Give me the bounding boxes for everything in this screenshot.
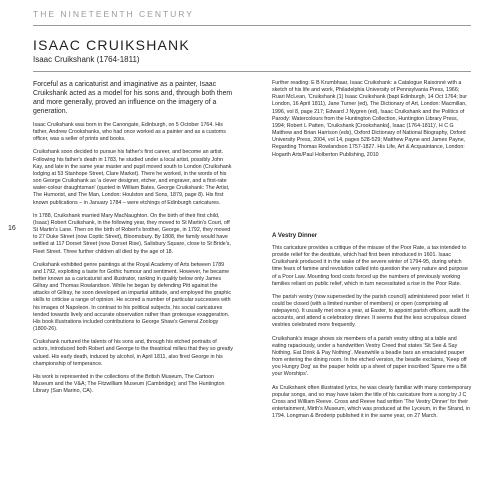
body-paragraph: As Cruikshank often illustrated lyrics, he was clearly familiar with many contemporary popular songs, and so may have taken the title of his caricature from a song by J C Cross and William Reeve. Cross and Reeve had written 'The Vestry Dinner' for their entertainment, Mirth's Museum, which was produced at the Lyceum, in the Strand, in 1794. Longman & Broderip published it in the same year, on 27 March.: [272, 384, 472, 420]
body-paragraph: The parish vestry (now superseded by the parish council) administered poor relief. It could be closed (with a limited number of members) or open (comprising all ratepayers). It usually met once a year, at Easter, to appoint parish officers, audit the accounts, and attend a celebratory dinner. It seems that the less scrupulous closed vestries celebrated more frequently.: [272, 293, 470, 329]
left-column: [33, 80, 233, 401]
column-gap: [272, 165, 472, 232]
page-number: 16: [8, 225, 16, 232]
body-paragraph: Cruikshank's image shows six members of a parish vestry sitting at a table and eating rapaciously, under a handwritten Vestry Creed that states 'Sit See & Say Nothing. Eat Drink & Pay Nothing'. Meanwhile a beadle bars an emaciated pauper from entering the dining room. In the etched version, the beadle exclaims, 'Keep off you Hungry Dog' as the pauper holds up a sheet of paper inscribed 'Spare me a Bit your Worships'.: [272, 335, 467, 378]
body-paragraph: This caricature provides a critique of the misuse of the Poor Rate, a tax intended to provide relief for the destitute, which had first been introduced in 1601. Isaac Cruikshank produced it in the wake of the severe winter of 1794-95, during which time fears of famine and revolution called into question the very nature and purpose of a Poor Law. Mounting food costs forced up the numbers of previously working families reliant on public relief, which in turn necessitated a rise in the Poor Rate.: [272, 244, 468, 287]
header-rule: [33, 25, 471, 26]
body-paragraph: Cruikshank exhibited genre paintings at the Royal Academy of Arts between 1789 and 1792, exploiting a taste for Gothic humour and sentiment. However, he became better known as a caricaturist and illustrator, ranking in quality below only James Gillray and Thomas Rowlandson. While he began by defending Pitt against the attacks of Gillray, he soon developed an impartial attitude, and employed the graphic skills to criticise a range of opinion. He scored a number of particular successes with his images of Napoleon. In contrast to his political subjects, his social caricatures tended towards lively and accurate observation rather than grotesque exaggeration. His book illustrations included contributions to George Shaw's General Zoology (1800-26).: [33, 261, 232, 333]
body-paragraph: His work is represented in the collections of the British Museum, The Cartoon Museum and the V&A; The Fitzwilliam Museum (Cambridge); and The Huntington Library (San Marino, CA).: [33, 373, 225, 395]
right-column: [272, 80, 472, 426]
section-heading: A Vestry Dinner: [272, 231, 318, 239]
further-reading: Further reading: E B Krumbhaar, Isaac Cruikshank: a Catalogue Raisonné with a sketch of his life and work, Philadelphia University of Pennsylvania Press, 1966; Ruari McLean, 'Cruikshank (1) Isaac Cruikshank (bapt Edinburgh, 14 Oct 1764; bur London, 16 April 1811), Jane Turner (ed), The Dictionary of Art, London: Macmillan, 1996, vol 8, page 217; Edward J Nygren (ed), Isaac Cruikshank and the Politics of Parody: Watercolours from the Huntington Collection, Huntington Library Press, 1994; Robert L Patten, 'Cruikshank [Crookshanks], Isaac (1764-1811)', H C G Matthew and Brian Harrison (eds), Oxford Dictionary of National Biography, Oxford University Press, 2004, vol 14, pages 528-529; Matthew Payne and James Payne, Regarding Thomas Rowlandson 1757-1827. His Life, Art & Acquaintance, London: Hogarth Arts/Paul Holberton Publishing, 2010: [272, 80, 468, 158]
body-paragraph: Cruikshank nurtured the talents of his sons and, through his etched portraits of actors, introduced both Robert and George to the theatrical milieu that they so greatly valued. His early death, induced by alcohol, in April 1811, also fired George in his championship of temperance.: [33, 339, 233, 367]
title-rule: [33, 71, 471, 72]
body-paragraph: Isaac Cruikshank was born in the Canongate, Edinburgh, on 5 October 1764. His father, Andrew Crookshanks, who had once worked as a painter and as a customs officer, was a seller of prints and books.: [33, 122, 226, 143]
page-title: ISAAC CRUIKSHANK: [33, 37, 190, 53]
lead-paragraph: Forceful as a caricaturist and imaginative as a painter, Isaac Cruikshank acted as a model for his sons and, through both them and more generally, proved an influence on the imagery of a generation.: [33, 81, 233, 115]
running-head: THE NINETEENTH CENTURY: [33, 9, 194, 19]
body-paragraph: Cruikshank soon decided to pursue his father's first career, and become an artist. Following his father's death in 1783, he studied under a local artist, possibly John Kay, and late in the same year master and pupil moved south to London (Cruikshank lodging at 53 Stanhope Street, Clare Market). There he worked, in the words of his son George Cruikshank as 'a clever designer, etcher, and engraver, and a first-rate water-colour draughtsman' (quoted in William Bates, George Cruikshank: The Artist, The Humorist, and The Man, London: Houlston and Sons, 1879, page 8). His first known publications – in January 1784 – were etchings of Edinburgh caricatures.: [33, 149, 232, 206]
body-paragraph: In 1788, Cruikshank married Mary MacNaughton. On the birth of their first child, (Isaac) Robert Cruikshank, in the following year, they moved to St Martin's Court, off St Martin's Lane. Then on the birth of Robert's brother, George, in 1792, they moved to 27 Duke Street (now Coptic Street), Bloomsbury. By 1808, the family would have settled at 117 Dorset Street (now Dorset Rise), Salisbury Square, close to St Bride's, Fleet Street. Three further children all died by the age of 18.: [33, 212, 231, 255]
page-subtitle: Isaac Cruikshank (1764-1811): [33, 55, 140, 64]
